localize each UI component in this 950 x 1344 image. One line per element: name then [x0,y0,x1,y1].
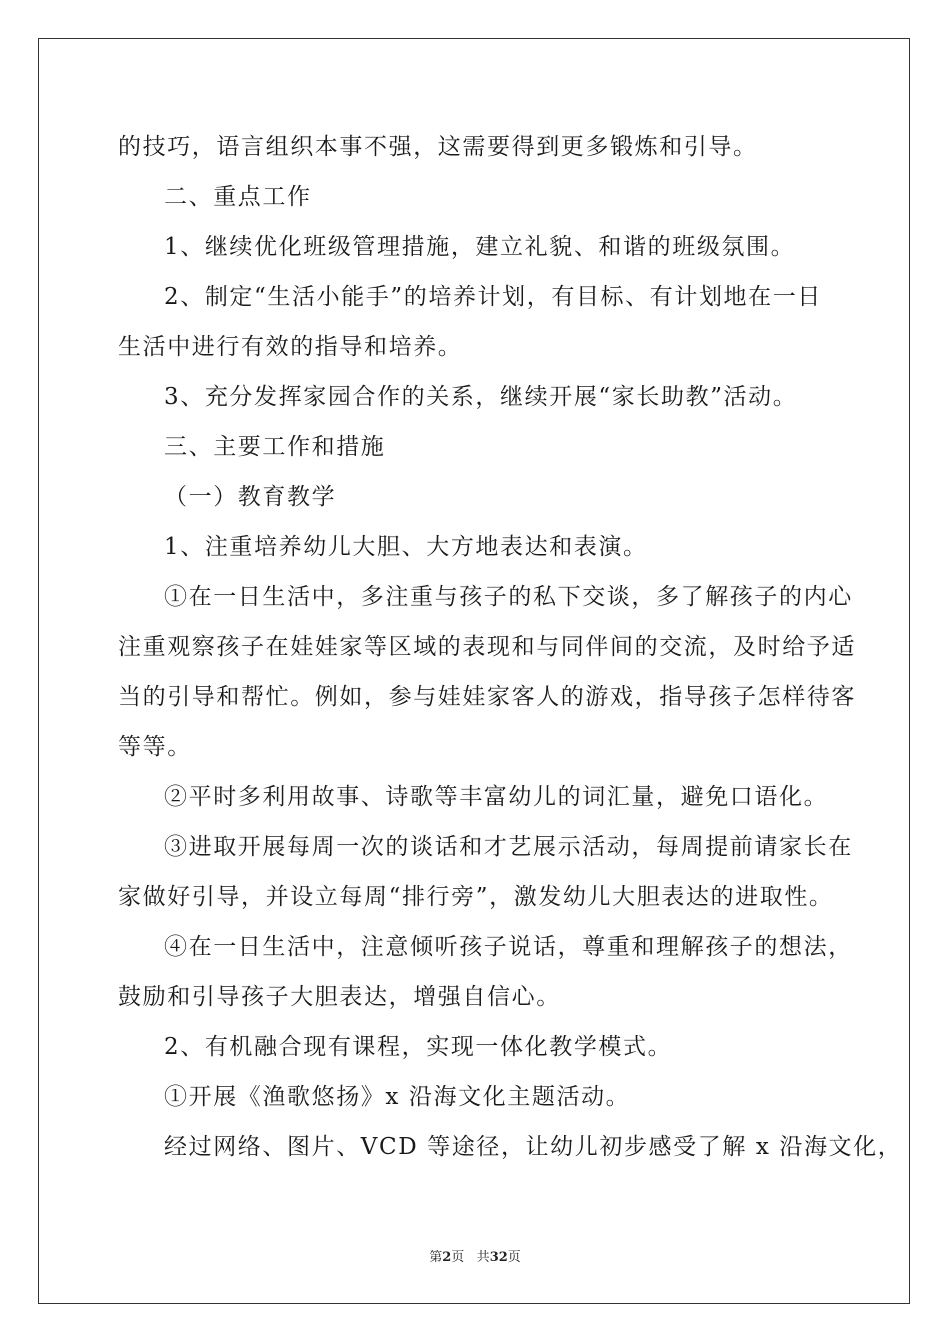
text-line-12: 当的引导和帮忙。例如，参与娃娃家客人的游戏，指导孩子怎样待客 [118,684,856,710]
text-line-16: 家做好引导，并设立每周“排行旁”，激发幼儿大胆表达的进取性。 [118,884,834,910]
total-pages: 32 [489,1250,508,1265]
total-unit: 页 [507,1250,521,1265]
text-line-6: 3、充分发挥家园合作的关系，继续开展“家长助教”活动。 [164,384,798,410]
text-line-20: ①开展《渔歌悠扬》x 沿海文化主题活动。 [164,1084,631,1110]
text-line-14: ②平时多利用故事、诗歌等丰富幼儿的词汇量，避免口语化。 [164,784,829,810]
text-line-9: 1、注重培养幼儿大胆、大方地表达和表演。 [164,534,648,560]
text-line-5: 生活中进行有效的指导和培养。 [118,334,463,360]
text-line-3: 1、继续优化班级管理措施，建立礼貌、和谐的班级氛围。 [164,234,796,260]
text-line-21: 经过网络、图片、VCD 等途径，让幼儿初步感受了解 x 沿海文化， [164,1134,903,1160]
text-line-17: ④在一日生活中，注意倾听孩子说话，尊重和理解孩子的想法， [164,934,853,960]
subsection-heading-education: （一）教育教学 [164,484,337,510]
text-line-18: 鼓励和引导孩子大胆表达，增强自信心。 [118,984,561,1010]
text-line-11: 注重观察孩子在娃娃家等区域的表现和与同伴间的交流，及时给予适 [118,634,856,660]
document-body [118,122,903,1172]
page-unit: 页 [451,1250,465,1265]
page-prefix: 第 [429,1250,443,1265]
text-line-10: ①在一日生活中，多注重与孩子的私下交谈，多了解孩子的内心 [164,584,853,610]
total-prefix: 共 [476,1250,490,1265]
text-line-19: 2、有机融合现有课程，实现一体化教学模式。 [164,1034,673,1060]
page-number: 2 [442,1250,452,1265]
section-heading-key-work: 二、重点工作 [164,184,312,210]
text-line-1: 的技巧，语言组织本事不强，这需要得到更多锻炼和引导。 [118,134,758,160]
text-line-13: 等等。 [118,734,192,760]
text-line-15: ③进取开展每周一次的谈话和才艺展示活动，每周提前请家长在 [164,834,853,860]
text-line-4: 2、制定“生活小能手”的培养计划，有目标、有计划地在一日 [164,284,822,310]
page-footer [0,1246,950,1265]
section-heading-main-work: 三、主要工作和措施 [164,434,386,460]
